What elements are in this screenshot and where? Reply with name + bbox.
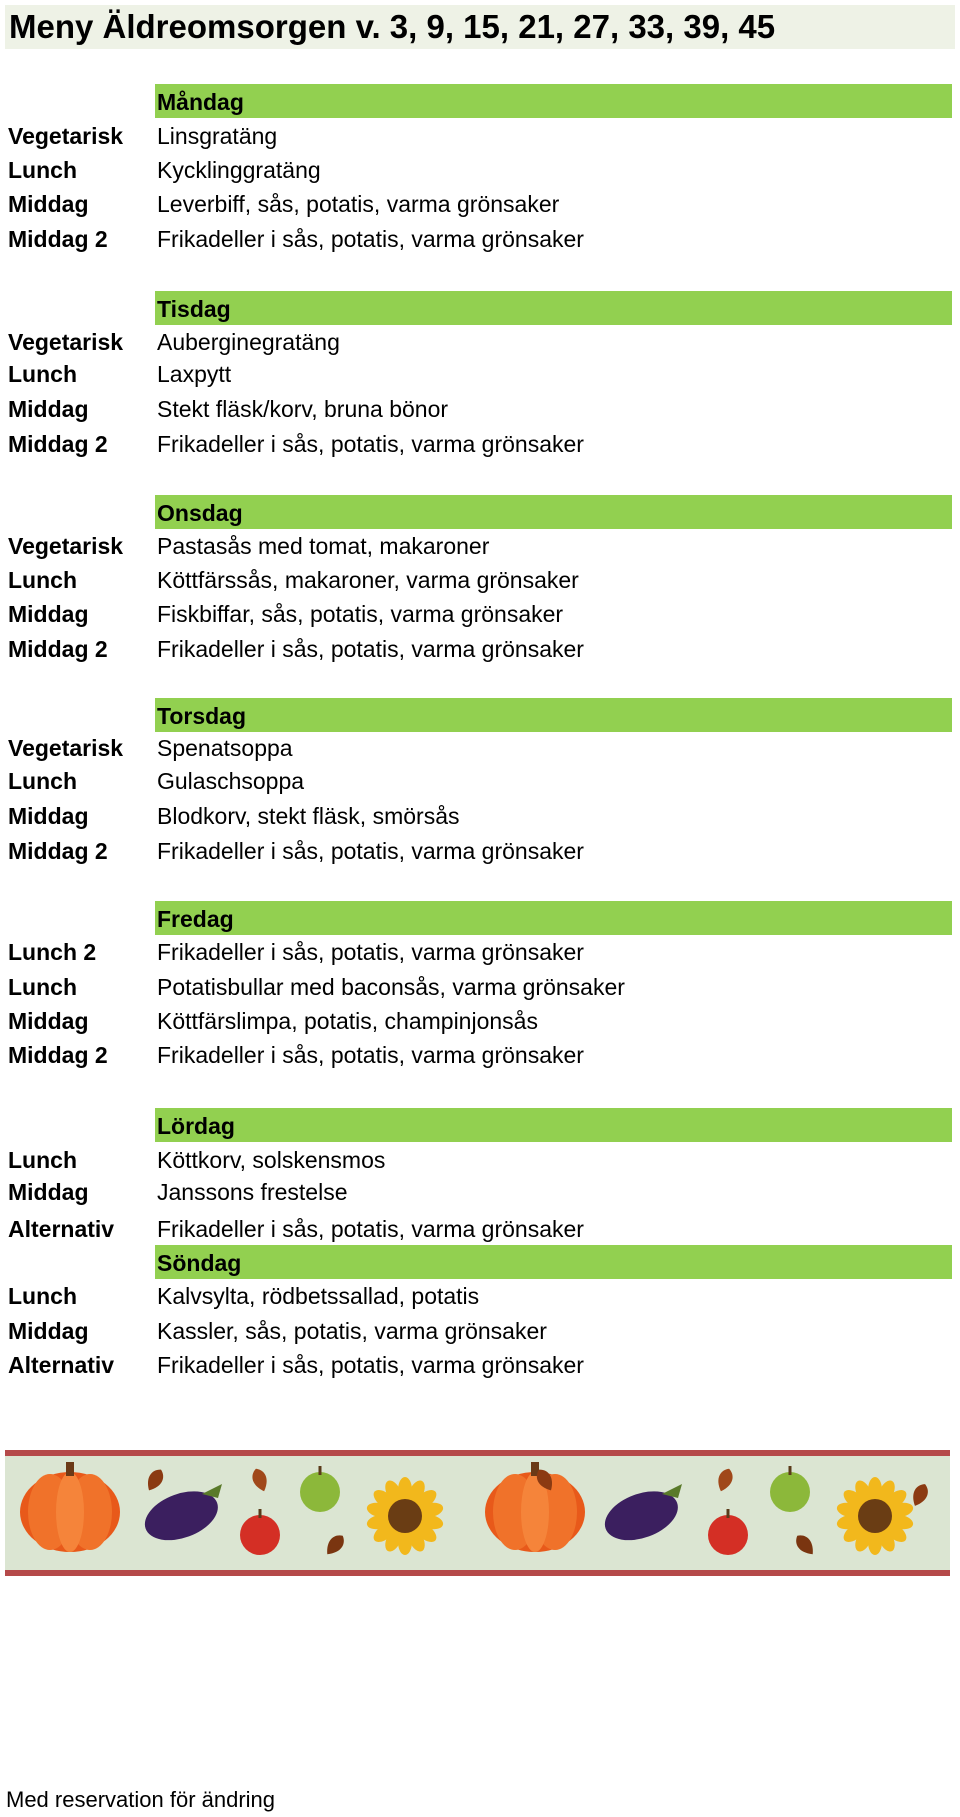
meal-dish: Frikadeller i sås, potatis, varma grönsaker bbox=[157, 838, 584, 864]
meal-row bbox=[0, 530, 960, 562]
meal-row bbox=[0, 564, 960, 596]
meal-row bbox=[0, 154, 960, 186]
meal-row bbox=[0, 188, 960, 220]
meal-dish: Janssons frestelse bbox=[157, 1179, 348, 1205]
meal-dish: Gulaschsoppa bbox=[157, 768, 305, 794]
meal-row bbox=[0, 428, 960, 460]
meal-dish: Köttkorv, solskensmos bbox=[157, 1147, 386, 1173]
day-header bbox=[155, 1108, 952, 1142]
meal-dish: Frikadeller i sås, potatis, varma grönsaker bbox=[157, 226, 584, 252]
meal-label: Middag 2 bbox=[8, 226, 108, 252]
meal-dish: Fiskbiffar, sås, potatis, varma grönsaker bbox=[157, 601, 564, 627]
meal-dish: Stekt fläsk/korv, bruna bönor bbox=[157, 396, 449, 422]
day-header bbox=[155, 901, 952, 935]
meal-dish: Frikadeller i sås, potatis, varma grönsaker bbox=[157, 1216, 584, 1242]
meal-label: Alternativ bbox=[8, 1352, 115, 1378]
meal-label: Middag bbox=[8, 601, 89, 627]
day-header bbox=[155, 1245, 952, 1279]
meal-row bbox=[0, 1315, 960, 1347]
meal-dish: Frikadeller i sås, potatis, varma grönsaker bbox=[157, 1042, 584, 1068]
day-name: Torsdag bbox=[157, 703, 247, 729]
meal-dish: Kycklinggratäng bbox=[157, 157, 321, 183]
meal-row bbox=[0, 1176, 960, 1208]
day-header bbox=[155, 495, 952, 529]
meal-row bbox=[0, 732, 960, 764]
day-name: Fredag bbox=[157, 906, 234, 932]
meal-dish: Köttfärssås, makaroner, varma grönsaker bbox=[157, 567, 579, 593]
meal-row bbox=[0, 1144, 960, 1176]
meal-label: Lunch bbox=[8, 567, 77, 593]
meal-label: Middag bbox=[8, 803, 89, 829]
meal-label: Alternativ bbox=[8, 1216, 115, 1242]
meal-row bbox=[0, 1213, 960, 1245]
meal-label: Lunch 2 bbox=[8, 939, 97, 965]
meal-label: Lunch bbox=[8, 768, 77, 794]
day-name: Måndag bbox=[157, 89, 244, 115]
meal-label: Lunch bbox=[8, 157, 77, 183]
meal-dish: Linsgratäng bbox=[157, 123, 278, 149]
meal-label: Middag bbox=[8, 1179, 89, 1205]
meal-label: Lunch bbox=[8, 974, 77, 1000]
meal-row bbox=[0, 120, 960, 152]
meal-label: Middag 2 bbox=[8, 636, 108, 662]
meal-label: Middag bbox=[8, 396, 89, 422]
meal-label: Vegetarisk bbox=[8, 735, 124, 761]
meal-dish: Leverbiff, sås, potatis, varma grönsaker bbox=[157, 191, 560, 217]
meal-row bbox=[0, 598, 960, 630]
day-header bbox=[155, 291, 952, 325]
day-header bbox=[155, 84, 952, 118]
meal-dish: Frikadeller i sås, potatis, varma grönsaker bbox=[157, 939, 584, 965]
meal-dish: Spenatsoppa bbox=[157, 735, 293, 761]
meal-dish: Kassler, sås, potatis, varma grönsaker bbox=[157, 1318, 547, 1344]
meal-row bbox=[0, 936, 960, 968]
meal-dish: Potatisbullar med baconsås, varma grönsaker bbox=[157, 974, 625, 1000]
meal-dish: Auberginegratäng bbox=[157, 329, 340, 355]
meal-dish: Pastasås med tomat, makaroner bbox=[157, 533, 490, 559]
meal-row bbox=[0, 971, 960, 1003]
meal-label: Middag 2 bbox=[8, 1042, 108, 1068]
day-header bbox=[155, 698, 952, 732]
meal-label: Lunch bbox=[8, 1283, 77, 1309]
meal-row bbox=[0, 835, 960, 867]
autumn-banner bbox=[5, 1450, 950, 1576]
meal-dish: Blodkorv, stekt fläsk, smörsås bbox=[157, 803, 460, 829]
meal-label: Middag bbox=[8, 1008, 89, 1034]
day-name: Onsdag bbox=[157, 500, 243, 526]
meal-dish: Kalvsylta, rödbetssallad, potatis bbox=[157, 1283, 480, 1309]
meal-dish: Frikadeller i sås, potatis, varma grönsaker bbox=[157, 1352, 584, 1378]
day-name: Tisdag bbox=[157, 296, 231, 322]
meal-row bbox=[0, 358, 960, 390]
meal-label: Lunch bbox=[8, 1147, 77, 1173]
meal-row bbox=[0, 1005, 960, 1037]
title-bar bbox=[5, 5, 955, 49]
meal-label: Middag bbox=[8, 1318, 89, 1344]
meal-label: Middag bbox=[8, 191, 89, 217]
meal-dish: Frikadeller i sås, potatis, varma grönsaker bbox=[157, 636, 584, 662]
page-title: Meny Äldreomsorgen v. 3, 9, 15, 21, 27, 33, 39, 45 bbox=[9, 8, 776, 45]
meal-dish: Frikadeller i sås, potatis, varma grönsaker bbox=[157, 431, 584, 457]
meal-dish: Laxpytt bbox=[157, 361, 232, 387]
meal-row bbox=[0, 765, 960, 797]
meal-row bbox=[0, 1280, 960, 1312]
meal-label: Middag 2 bbox=[8, 431, 108, 457]
meal-row bbox=[0, 393, 960, 425]
meal-row bbox=[0, 326, 960, 358]
meal-row bbox=[0, 223, 960, 255]
meal-label: Vegetarisk bbox=[8, 329, 124, 355]
meal-dish: Köttfärslimpa, potatis, champinjonsås bbox=[157, 1008, 538, 1034]
day-name: Söndag bbox=[157, 1250, 242, 1276]
meal-row bbox=[0, 633, 960, 665]
meal-label: Middag 2 bbox=[8, 838, 108, 864]
day-name: Lördag bbox=[157, 1113, 235, 1139]
meal-label: Vegetarisk bbox=[8, 123, 124, 149]
meal-label: Lunch bbox=[8, 361, 77, 387]
meal-row bbox=[0, 1039, 960, 1071]
footer-note: Med reservation för ändring bbox=[6, 1787, 276, 1812]
meal-label: Vegetarisk bbox=[8, 533, 124, 559]
meal-row bbox=[0, 800, 960, 832]
meal-row bbox=[0, 1349, 960, 1381]
